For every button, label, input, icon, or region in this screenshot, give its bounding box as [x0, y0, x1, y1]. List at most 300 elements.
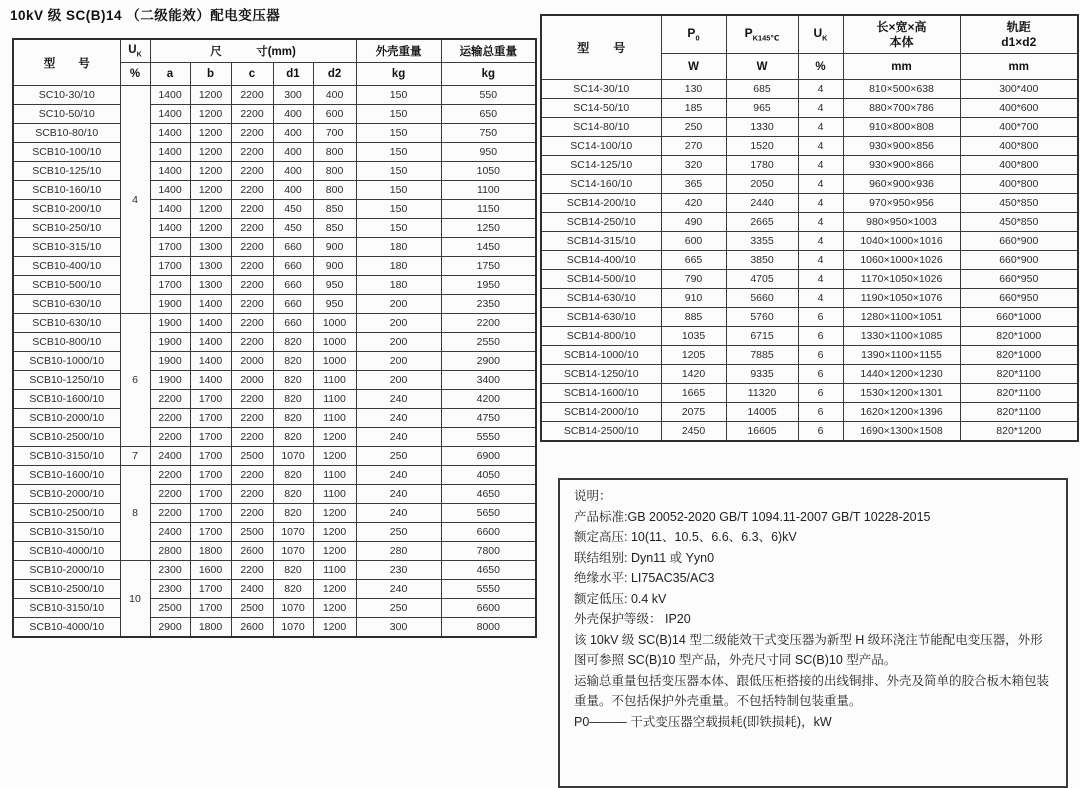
left-header-dim-a: a — [150, 63, 190, 86]
value-cell: 665 — [661, 251, 726, 270]
value-cell: 1400 — [190, 333, 231, 352]
value-cell: 2200 — [231, 143, 273, 162]
value-cell: 180 — [356, 238, 441, 257]
value-cell: 1040×1000×1016 — [843, 232, 960, 251]
value-cell: 1700 — [150, 276, 190, 295]
value-cell: 1200 — [313, 447, 356, 466]
value-cell: 1400 — [190, 295, 231, 314]
model-cell: SCB10-630/10 — [13, 314, 120, 333]
p0-symbol: P — [687, 26, 696, 41]
value-cell: 2200 — [231, 409, 273, 428]
value-cell: 130 — [661, 80, 726, 99]
value-cell: 6900 — [441, 447, 536, 466]
right-table-row — [541, 365, 1078, 384]
value-cell: 1070 — [273, 599, 313, 618]
model-cell: SC14-160/10 — [541, 175, 661, 194]
value-cell: 185 — [661, 99, 726, 118]
value-cell: 960×900×936 — [843, 175, 960, 194]
value-cell: 1035 — [661, 327, 726, 346]
value-cell: 4750 — [441, 409, 536, 428]
note-line: 额定高压: 10(11、10.5、6.6、6.3、6)kV — [574, 530, 797, 544]
value-cell: 2200 — [231, 200, 273, 219]
value-cell: 1070 — [273, 542, 313, 561]
left-table-row — [13, 618, 536, 638]
value-cell: 850 — [313, 200, 356, 219]
model-cell: SCB10-1250/10 — [13, 371, 120, 390]
value-cell: 4 — [798, 289, 843, 308]
value-cell: 2200 — [231, 428, 273, 447]
value-cell: 2200 — [231, 219, 273, 238]
value-cell: 8000 — [441, 618, 536, 638]
value-cell: 1700 — [150, 257, 190, 276]
value-cell: 820 — [273, 352, 313, 371]
note-line: 产品标准:GB 20052-2020 GB/T 1094.11-2007 GB/T 10228-2015 — [574, 509, 931, 524]
right-table-row — [541, 156, 1078, 175]
model-cell: SCB10-80/10 — [13, 124, 120, 143]
value-cell: 1620×1200×1396 — [843, 403, 960, 422]
value-cell: 5650 — [441, 504, 536, 523]
model-cell: SC10-30/10 — [13, 86, 120, 105]
value-cell: 150 — [356, 181, 441, 200]
value-cell: 400 — [273, 105, 313, 124]
value-cell: 250 — [356, 523, 441, 542]
value-cell: 1800 — [190, 542, 231, 561]
value-cell: 250 — [661, 118, 726, 137]
value-cell: 1200 — [190, 105, 231, 124]
uk-group-cell: 8 — [120, 466, 150, 561]
value-cell: 4050 — [441, 466, 536, 485]
value-cell: 1190×1050×1076 — [843, 289, 960, 308]
value-cell: 1900 — [150, 371, 190, 390]
model-cell: SCB10-4000/10 — [13, 618, 120, 638]
model-cell: SCB10-2000/10 — [13, 409, 120, 428]
value-cell: 1070 — [273, 523, 313, 542]
value-cell: 900 — [313, 257, 356, 276]
value-cell: 2500 — [231, 523, 273, 542]
value-cell: 820 — [273, 371, 313, 390]
body-size-line2: 本体 — [889, 34, 914, 49]
model-cell: SCB14-1000/10 — [541, 346, 661, 365]
value-cell: 2200 — [231, 162, 273, 181]
value-cell: 300*400 — [960, 80, 1078, 99]
right-header-unit-gauge: mm — [960, 54, 1078, 80]
value-cell: 1060×1000×1026 — [843, 251, 960, 270]
value-cell: 685 — [726, 80, 798, 99]
value-cell: 400*700 — [960, 118, 1078, 137]
value-cell: 1420 — [661, 365, 726, 384]
value-cell: 1100 — [313, 390, 356, 409]
value-cell: 660*900 — [960, 232, 1078, 251]
value-cell: 150 — [356, 219, 441, 238]
model-cell: SC14-100/10 — [541, 137, 661, 156]
uk-symbol: U — [813, 26, 823, 41]
value-cell: 1200 — [190, 181, 231, 200]
value-cell: 400 — [273, 181, 313, 200]
right-table-row — [541, 308, 1078, 327]
uk-subscript: K — [136, 50, 142, 59]
left-header-transport-weight-unit: kg — [441, 63, 536, 86]
left-table-row — [13, 105, 536, 124]
value-cell: 950 — [313, 295, 356, 314]
uk-group-cell: 7 — [120, 447, 150, 466]
model-cell: SCB10-125/10 — [13, 162, 120, 181]
value-cell: 5550 — [441, 580, 536, 599]
value-cell: 7800 — [441, 542, 536, 561]
model-cell: SCB14-500/10 — [541, 270, 661, 289]
value-cell: 200 — [356, 352, 441, 371]
value-cell: 660*950 — [960, 289, 1078, 308]
model-cell: SCB14-1600/10 — [541, 384, 661, 403]
value-cell: 1400 — [150, 86, 190, 105]
value-cell: 5660 — [726, 289, 798, 308]
value-cell: 6 — [798, 403, 843, 422]
left-header-uk-unit: % — [120, 63, 150, 86]
value-cell: 1100 — [313, 466, 356, 485]
model-cell: SCB14-1250/10 — [541, 365, 661, 384]
value-cell: 1700 — [190, 447, 231, 466]
value-cell: 660 — [273, 314, 313, 333]
model-cell: SC14-30/10 — [541, 80, 661, 99]
value-cell: 650 — [441, 105, 536, 124]
value-cell: 6 — [798, 346, 843, 365]
value-cell: 1205 — [661, 346, 726, 365]
value-cell: 1800 — [190, 618, 231, 638]
value-cell: 820 — [273, 428, 313, 447]
value-cell: 1250 — [441, 219, 536, 238]
value-cell: 1200 — [190, 200, 231, 219]
value-cell: 820 — [273, 409, 313, 428]
value-cell: 240 — [356, 390, 441, 409]
value-cell: 3355 — [726, 232, 798, 251]
value-cell: 1100 — [313, 409, 356, 428]
value-cell: 2200 — [150, 466, 190, 485]
value-cell: 400 — [273, 162, 313, 181]
value-cell: 800 — [313, 181, 356, 200]
value-cell: 450*850 — [960, 194, 1078, 213]
value-cell: 6 — [798, 422, 843, 442]
value-cell: 1000 — [313, 352, 356, 371]
model-cell: SCB10-2000/10 — [13, 485, 120, 504]
value-cell: 1100 — [313, 561, 356, 580]
value-cell: 7885 — [726, 346, 798, 365]
value-cell: 1200 — [190, 86, 231, 105]
right-table-row — [541, 99, 1078, 118]
value-cell: 850 — [313, 219, 356, 238]
left-table-row — [13, 295, 536, 314]
value-cell: 2400 — [231, 580, 273, 599]
model-cell: SCB14-400/10 — [541, 251, 661, 270]
value-cell: 970×950×956 — [843, 194, 960, 213]
value-cell: 930×900×866 — [843, 156, 960, 175]
right-table-row — [541, 384, 1078, 403]
left-header-dim-d2: d2 — [313, 63, 356, 86]
right-table-row — [541, 232, 1078, 251]
value-cell: 1000 — [313, 314, 356, 333]
right-table-row — [541, 289, 1078, 308]
note-line: 该 10kV 级 SC(B)14 型二级能效干式变压器为新型 H 级环浇注节能配电变压器，外形图可参照 SC(B)10 型产品，外壳尺寸同 SC(B)10 型产品。 — [574, 632, 1043, 667]
value-cell: 180 — [356, 276, 441, 295]
model-cell: SCB10-3150/10 — [13, 447, 120, 466]
value-cell: 200 — [356, 371, 441, 390]
value-cell: 1400 — [150, 219, 190, 238]
value-cell: 2200 — [150, 504, 190, 523]
right-table-row — [541, 213, 1078, 232]
value-cell: 150 — [356, 124, 441, 143]
value-cell: 6 — [798, 384, 843, 403]
value-cell: 1200 — [190, 219, 231, 238]
value-cell: 820 — [273, 561, 313, 580]
value-cell: 790 — [661, 270, 726, 289]
value-cell: 1520 — [726, 137, 798, 156]
value-cell: 4 — [798, 137, 843, 156]
right-table-row — [541, 80, 1078, 99]
value-cell: 1170×1050×1026 — [843, 270, 960, 289]
value-cell: 1330×1100×1085 — [843, 327, 960, 346]
model-cell: SCB10-100/10 — [13, 143, 120, 162]
value-cell: 2400 — [150, 523, 190, 542]
left-header-shell-weight-unit: kg — [356, 63, 441, 86]
value-cell: 980×950×1003 — [843, 213, 960, 232]
value-cell: 2200 — [231, 504, 273, 523]
left-table-row — [13, 86, 536, 105]
value-cell: 4 — [798, 156, 843, 175]
value-cell: 4200 — [441, 390, 536, 409]
value-cell: 820*1100 — [960, 384, 1078, 403]
value-cell: 1900 — [150, 352, 190, 371]
value-cell: 2440 — [726, 194, 798, 213]
left-header-dim-c: c — [231, 63, 273, 86]
value-cell: 2200 — [231, 390, 273, 409]
value-cell: 660*1000 — [960, 308, 1078, 327]
value-cell: 1400 — [190, 314, 231, 333]
value-cell: 1070 — [273, 447, 313, 466]
value-cell: 14005 — [726, 403, 798, 422]
value-cell: 2900 — [150, 618, 190, 638]
page-title: 10kV 级 SC(B)14 （二级能效）配电变压器 — [10, 8, 281, 23]
left-table-row — [13, 523, 536, 542]
left-header-dimensions: 尺 寸(mm) — [150, 39, 356, 63]
value-cell: 2000 — [231, 371, 273, 390]
value-cell: 1100 — [313, 371, 356, 390]
value-cell: 1600 — [190, 561, 231, 580]
right-header-unit-p0: W — [661, 54, 726, 80]
value-cell: 820 — [273, 485, 313, 504]
value-cell: 2550 — [441, 333, 536, 352]
value-cell: 1200 — [313, 618, 356, 638]
model-cell: SCB14-250/10 — [541, 213, 661, 232]
right-table-row — [541, 346, 1078, 365]
value-cell: 2665 — [726, 213, 798, 232]
right-table-row — [541, 251, 1078, 270]
value-cell: 550 — [441, 86, 536, 105]
pk-subscript: K145℃ — [752, 33, 780, 43]
right-table-row — [541, 118, 1078, 137]
left-table-row — [13, 314, 536, 333]
value-cell: 660 — [273, 276, 313, 295]
value-cell: 2400 — [150, 447, 190, 466]
value-cell: 820 — [273, 390, 313, 409]
left-table-header — [13, 39, 536, 86]
value-cell: 2900 — [441, 352, 536, 371]
value-cell: 2200 — [150, 428, 190, 447]
value-cell: 150 — [356, 105, 441, 124]
value-cell: 810×500×638 — [843, 80, 960, 99]
rail-gauge-line1: 轨距 — [1006, 19, 1031, 34]
left-table-row — [13, 181, 536, 200]
value-cell: 660 — [273, 295, 313, 314]
value-cell: 1950 — [441, 276, 536, 295]
note-line: 外壳保护等级： IP20 — [574, 612, 691, 626]
model-cell: SCB10-500/10 — [13, 276, 120, 295]
value-cell: 1400 — [190, 371, 231, 390]
left-table-row — [13, 352, 536, 371]
right-header-unit-body: mm — [843, 54, 960, 80]
note-line: 说明： — [574, 489, 612, 503]
left-table-row — [13, 162, 536, 181]
value-cell: 2200 — [231, 276, 273, 295]
left-header-dim-b: b — [190, 63, 231, 86]
rail-gauge-line2: d1×d2 — [1001, 34, 1037, 49]
value-cell: 900 — [313, 238, 356, 257]
left-table-row — [13, 219, 536, 238]
left-table-row — [13, 257, 536, 276]
value-cell: 4 — [798, 232, 843, 251]
value-cell: 150 — [356, 200, 441, 219]
value-cell: 800 — [313, 143, 356, 162]
value-cell: 1700 — [190, 428, 231, 447]
right-table-row — [541, 175, 1078, 194]
value-cell: 4 — [798, 213, 843, 232]
value-cell: 6 — [798, 308, 843, 327]
left-table-row — [13, 371, 536, 390]
value-cell: 4 — [798, 194, 843, 213]
value-cell: 1700 — [150, 238, 190, 257]
value-cell: 320 — [661, 156, 726, 175]
value-cell: 200 — [356, 295, 441, 314]
value-cell: 1440×1200×1230 — [843, 365, 960, 384]
value-cell: 4650 — [441, 485, 536, 504]
value-cell: 150 — [356, 143, 441, 162]
left-header-uk — [120, 39, 150, 63]
value-cell: 2350 — [441, 295, 536, 314]
value-cell: 9335 — [726, 365, 798, 384]
value-cell: 1450 — [441, 238, 536, 257]
value-cell: 2200 — [231, 257, 273, 276]
value-cell: 400*800 — [960, 175, 1078, 194]
value-cell: 2075 — [661, 403, 726, 422]
value-cell: 11320 — [726, 384, 798, 403]
value-cell: 1100 — [441, 181, 536, 200]
value-cell: 820 — [273, 466, 313, 485]
right-table-header — [541, 15, 1078, 80]
left-table-row — [13, 466, 536, 485]
model-cell: SCB10-160/10 — [13, 181, 120, 200]
value-cell: 2200 — [231, 466, 273, 485]
value-cell: 1300 — [190, 238, 231, 257]
note-line: P0——— 干式变压器空载损耗(即铁损耗)，kW — [574, 714, 832, 729]
notes-box — [558, 478, 1068, 788]
value-cell: 820*1100 — [960, 403, 1078, 422]
model-cell: SCB10-800/10 — [13, 333, 120, 352]
left-spec-table — [12, 38, 537, 638]
value-cell: 1400 — [150, 105, 190, 124]
value-cell: 1400 — [150, 124, 190, 143]
value-cell: 6600 — [441, 599, 536, 618]
value-cell: 2200 — [231, 105, 273, 124]
uk-group-cell: 4 — [120, 86, 150, 314]
value-cell: 4650 — [441, 561, 536, 580]
value-cell: 200 — [356, 333, 441, 352]
left-table-row — [13, 504, 536, 523]
value-cell: 3400 — [441, 371, 536, 390]
right-header-rail-gauge — [960, 15, 1078, 54]
value-cell: 2300 — [150, 580, 190, 599]
value-cell: 820*1100 — [960, 365, 1078, 384]
value-cell: 280 — [356, 542, 441, 561]
model-cell: SCB14-2000/10 — [541, 403, 661, 422]
value-cell: 885 — [661, 308, 726, 327]
value-cell: 400*800 — [960, 137, 1078, 156]
left-table-row — [13, 428, 536, 447]
value-cell: 490 — [661, 213, 726, 232]
value-cell: 6600 — [441, 523, 536, 542]
value-cell: 240 — [356, 409, 441, 428]
model-cell: SCB10-315/10 — [13, 238, 120, 257]
left-header-model: 型 号 — [13, 39, 120, 86]
value-cell: 4 — [798, 175, 843, 194]
value-cell: 6 — [798, 327, 843, 346]
value-cell: 4705 — [726, 270, 798, 289]
model-cell: SCB10-250/10 — [13, 219, 120, 238]
value-cell: 6 — [798, 365, 843, 384]
left-header-dim-d1: d1 — [273, 63, 313, 86]
value-cell: 450 — [273, 200, 313, 219]
left-table-row — [13, 143, 536, 162]
value-cell: 820 — [273, 333, 313, 352]
left-table-row — [13, 276, 536, 295]
model-cell: SCB14-630/10 — [541, 289, 661, 308]
value-cell: 180 — [356, 257, 441, 276]
value-cell: 2600 — [231, 542, 273, 561]
value-cell: 820 — [273, 580, 313, 599]
value-cell: 1700 — [190, 485, 231, 504]
value-cell: 2200 — [231, 238, 273, 257]
value-cell: 1200 — [190, 124, 231, 143]
value-cell: 1100 — [313, 485, 356, 504]
value-cell: 1390×1100×1155 — [843, 346, 960, 365]
model-cell: SCB10-630/10 — [13, 295, 120, 314]
value-cell: 2800 — [150, 542, 190, 561]
note-line: 绝缘水平: LI75AC35/AC3 — [574, 571, 715, 585]
value-cell: 1280×1100×1051 — [843, 308, 960, 327]
value-cell: 820 — [273, 504, 313, 523]
value-cell: 400*800 — [960, 156, 1078, 175]
value-cell: 660*950 — [960, 270, 1078, 289]
value-cell: 600 — [313, 105, 356, 124]
value-cell: 2200 — [231, 561, 273, 580]
right-table-body — [541, 80, 1078, 442]
value-cell: 1700 — [190, 523, 231, 542]
value-cell: 880×700×786 — [843, 99, 960, 118]
model-cell: SCB10-1600/10 — [13, 390, 120, 409]
value-cell: 250 — [356, 599, 441, 618]
right-header-body-size — [843, 15, 960, 54]
value-cell: 2600 — [231, 618, 273, 638]
value-cell: 1300 — [190, 276, 231, 295]
value-cell: 660 — [273, 257, 313, 276]
model-cell: SCB14-2500/10 — [541, 422, 661, 442]
value-cell: 950 — [313, 276, 356, 295]
